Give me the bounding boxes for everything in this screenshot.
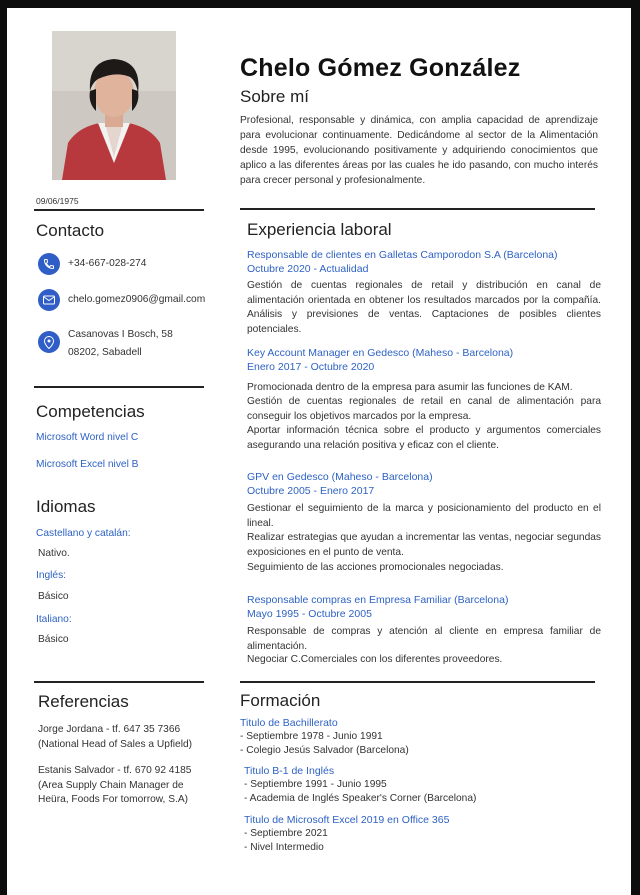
education-line: - Nivel Intermedio	[244, 842, 324, 853]
about-heading: Sobre mí	[240, 87, 309, 106]
language-name: Italiano:	[36, 614, 72, 625]
reference-line: Heüra, Foods For tomorrow, S.A)	[38, 794, 189, 805]
divider	[240, 681, 595, 683]
job-title: GPV en Gedesco (Maheso - Barcelona)	[247, 471, 433, 483]
job-description: Aportar información técnica sobre el producto y argumentos comerciales asegurando una relación positiva y eficaz con el cliente.	[247, 425, 601, 451]
languages-heading: Idiomas	[36, 497, 96, 516]
skill-item: Microsoft Word nivel C	[36, 432, 139, 443]
job-dates: Octubre 2020 - Actualidad	[247, 263, 369, 275]
education-line: - Septiembre 1978 - Junio 1991	[240, 731, 383, 742]
references-heading: Referencias	[38, 692, 129, 711]
phone-number: +34-667-028-274	[68, 258, 147, 269]
email-address: chelo.gomez0906@gmail.com	[68, 294, 206, 305]
job-description: Realizar estrategias que ayudan a incrementar las ventas, negociar segundas exposiciones en el punto de venta.	[247, 532, 601, 558]
job-dates: Enero 2017 - Octubre 2020	[247, 361, 375, 373]
experience-heading: Experiencia laboral	[247, 220, 392, 239]
profile-photo	[52, 31, 176, 180]
divider	[34, 386, 204, 388]
language-name: Castellano y catalán:	[36, 528, 131, 539]
reference-line: Estanis Salvador - tf. 670 92 4185	[38, 765, 192, 776]
job-dates: Mayo 1995 - Octubre 2005	[247, 608, 372, 620]
email-icon	[38, 289, 60, 311]
education-title: Titulo de Bachillerato	[240, 717, 338, 729]
job-title: Responsable de clientes en Galletas Camporodon S.A (Barcelona)	[247, 249, 558, 261]
education-line: - Septiembre 2021	[244, 828, 328, 839]
reference-line: (Area Supply Chain Manager de	[38, 780, 184, 791]
contact-heading: Contacto	[36, 221, 105, 240]
job-description: Gestión de cuentas regionales de retail en canal de alimentación para conseguir los objetivos marcados por la empresa.	[247, 396, 601, 422]
resume-page	[7, 8, 631, 895]
candidate-name: Chelo Gómez González	[240, 54, 521, 82]
about-text: Profesional, responsable y dinámica, con amplia capacidad de aprendizaje para evolucionar continuamente. Dedicándome al sector de la Alimentación desde 1995, evolucionando positivamente y adquiriendo conocimientos que aplico a las diferentes áreas por las cuales he ido pasando, con mucho interés para crecer personal y profesionalmente.	[240, 115, 598, 186]
skill-item: Microsoft Excel nivel B	[36, 459, 139, 470]
job-title: Key Account Manager en Gedesco (Maheso - Barcelona)	[247, 347, 514, 359]
skills-heading: Competencias	[36, 402, 145, 421]
language-level: Básico	[38, 634, 69, 645]
education-line: - Academia de Inglés Speaker's Corner (Barcelona)	[244, 793, 477, 804]
job-description: Seguimiento de las acciones promocionales negociadas.	[247, 562, 504, 573]
education-line: - Colegio Jesús Salvador (Barcelona)	[240, 745, 409, 756]
birth-date: 09/06/1975	[36, 196, 79, 206]
education-line: - Septiembre 1991 - Junio 1995	[244, 779, 387, 790]
job-description: Responsable de compras y atención al cliente en empresa familiar de alimentación.	[247, 626, 601, 652]
job-description: Gestionar el seguimiento de la marca y posicionamiento del producto en el lineal.	[247, 503, 601, 529]
job-description: Negociar C.Comerciales con los diferentes proveedores.	[247, 654, 503, 665]
job-dates: Octubre 2005 - Enero 2017	[247, 485, 375, 497]
reference-line: (National Head of Sales a Upfield)	[38, 739, 193, 750]
education-title: Titulo B-1 de Inglés	[244, 765, 335, 777]
education-title: Titulo de Microsoft Excel 2019 en Office 365	[244, 814, 450, 826]
education-heading: Formación	[240, 691, 321, 710]
job-description: Promocionada dentro de la empresa para asumir las funciones de KAM.	[247, 382, 573, 393]
divider	[34, 209, 204, 211]
language-level: Básico	[38, 591, 69, 602]
divider	[34, 681, 204, 683]
language-name: Inglés:	[36, 570, 67, 581]
location-icon	[38, 331, 60, 353]
job-description: Gestión de cuentas regionales de retail y distribución en canal de alimentación orientada en obtener los resultados marcados por la compañía. Análisis y previsiones de ventas. Captaciones de posibles clientes potenciales.	[247, 280, 601, 335]
address-line-2: 08202, Sabadell	[68, 347, 142, 358]
language-level: Nativo.	[38, 548, 70, 559]
address-line-1: Casanovas I Bosch, 58	[68, 329, 173, 340]
reference-line: Jorge Jordana - tf. 647 35 7366	[38, 724, 181, 735]
phone-icon	[38, 253, 60, 275]
divider	[240, 208, 595, 210]
portrait-image	[52, 31, 176, 180]
job-title: Responsable compras en Empresa Familiar (Barcelona)	[247, 594, 509, 606]
